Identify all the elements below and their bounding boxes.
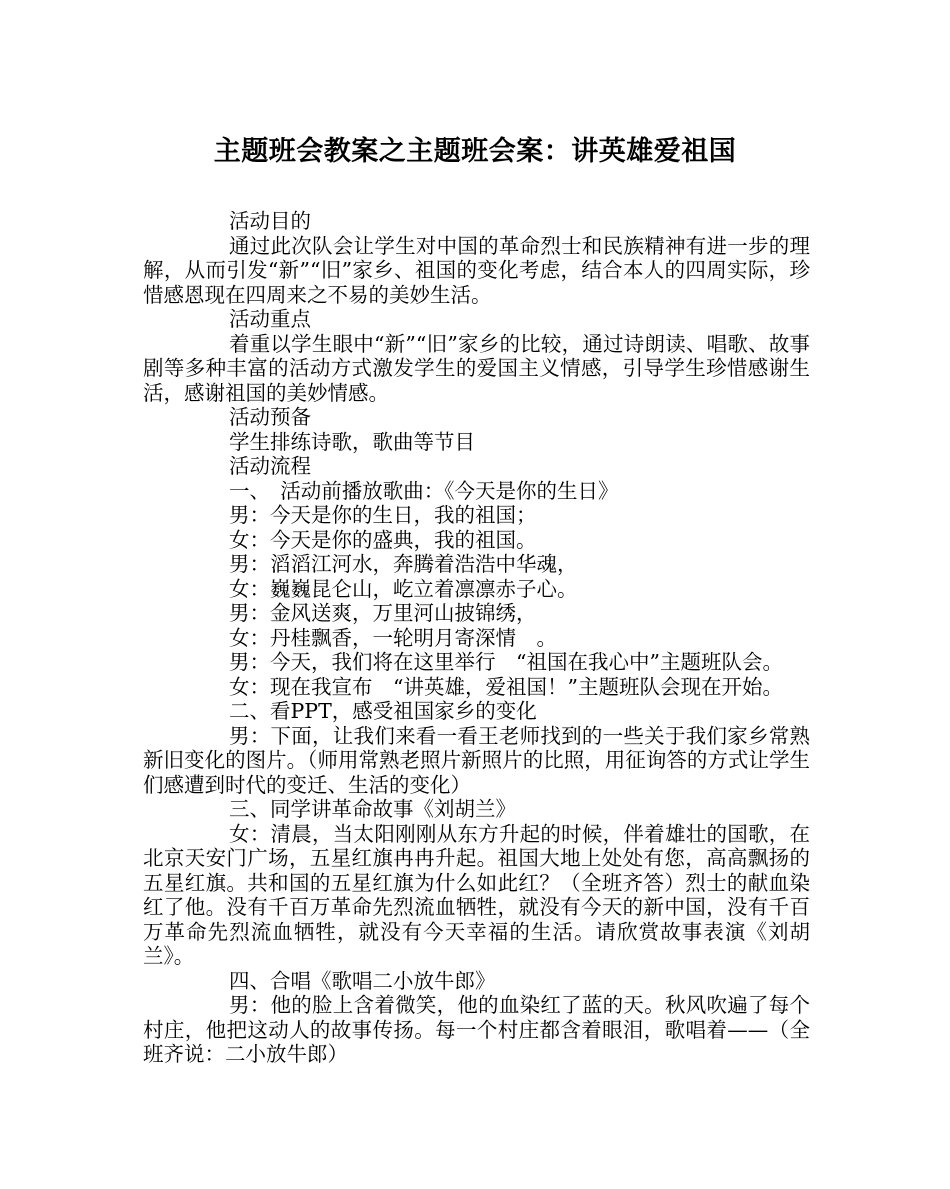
document-title: 主题班会教案之主题班会案：讲英雄爱祖国 [213,136,737,167]
dialogue-line: 男：今天，我们将在这里举行 “祖国在我心中”主题班队会。 [229,650,783,674]
paragraph-step-three: 女：清晨，当太阳刚刚从东方升起的时候，伴着雄壮的国歌，在北京天安门广场，五星红旗冉冉升起。祖国大地上处处有您，高高飘扬的五星红旗。共和国的五星红旗为什么如此红？（全班齐答）烈士的献血染红了他。没有千百万革命先烈流血牺牲，就没有今天的新中国，没有千百万革命先烈流血牺牲，就没有今天幸福的生活。请欣赏故事表演《刘胡兰》。 [143,821,810,968]
paragraph-purpose: 通过此次队会让学生对中国的革命烈士和民族精神有进一步的理解，从而引发“新”“旧”家乡、祖国的变化考虑，结合本人的四周实际，珍惜感恩现在四周来之不易的美妙生活。 [143,233,810,307]
dialogue-line: 女：巍巍昆仑山，屹立着凛凛赤子心。 [229,576,578,601]
dialogue-line: 男：今天是你的生日，我的祖国； [229,503,537,527]
dialogue-line: 男：滔滔江河水，奔腾着浩浩中华魂， [229,552,578,576]
paragraph-step-four: 男：他的脸上含着微笑，他的血染红了蓝的天。秋风吹遍了每个村庄，他把这动人的故事传扬。每一个村庄都含着眼泪，歌唱着——（全班齐说：二小放牛郎） [143,993,810,1066]
paragraph-focus: 着重以学生眼中“新”“旧”家乡的比较，通过诗朗读、唱歌、故事剧等多种丰富的活动方式激发学生的爱国主义情感，引导学生珍惜感谢生活，感谢祖国的美妙情感。 [143,331,810,405]
step-two: 二、看PPT，感受祖国家乡的变化 [229,699,537,723]
dialogue-line: 女：今天是你的盛典，我的祖国。 [229,527,537,552]
dialogue-line: 女：丹桂飘香，一轮明月寄深情 。 [229,625,557,650]
heading-preparation: 活动预备 [229,405,311,429]
dialogue-line: 女：现在我宣布 “讲英雄，爱祖国！”主题班队会现在开始。 [229,674,783,699]
heading-process: 活动流程 [229,454,311,478]
step-four: 四、合唱《歌唱二小放牛郎》 [229,968,496,993]
paragraph-preparation: 学生排练诗歌，歌曲等节目 [229,429,475,454]
document-body [143,209,810,1067]
heading-purpose: 活动目的 [229,209,311,233]
step-three: 三、同学讲革命故事《刘胡兰》 [229,797,516,821]
heading-focus: 活动重点 [229,307,311,331]
paragraph-step-two: 男：下面，让我们来看一看王老师找到的一些关于我们家乡常熟新旧变化的图片。（师用常熟老照片新照片的比照，用征询答的方式让学生们感遭到时代的变迁、生活的变化） [143,723,810,797]
step-one: 一、 活动前播放歌曲：《今天是你的生日》 [229,478,619,503]
dialogue-line: 男：金风送爽，万里河山披锦绣， [229,601,537,625]
